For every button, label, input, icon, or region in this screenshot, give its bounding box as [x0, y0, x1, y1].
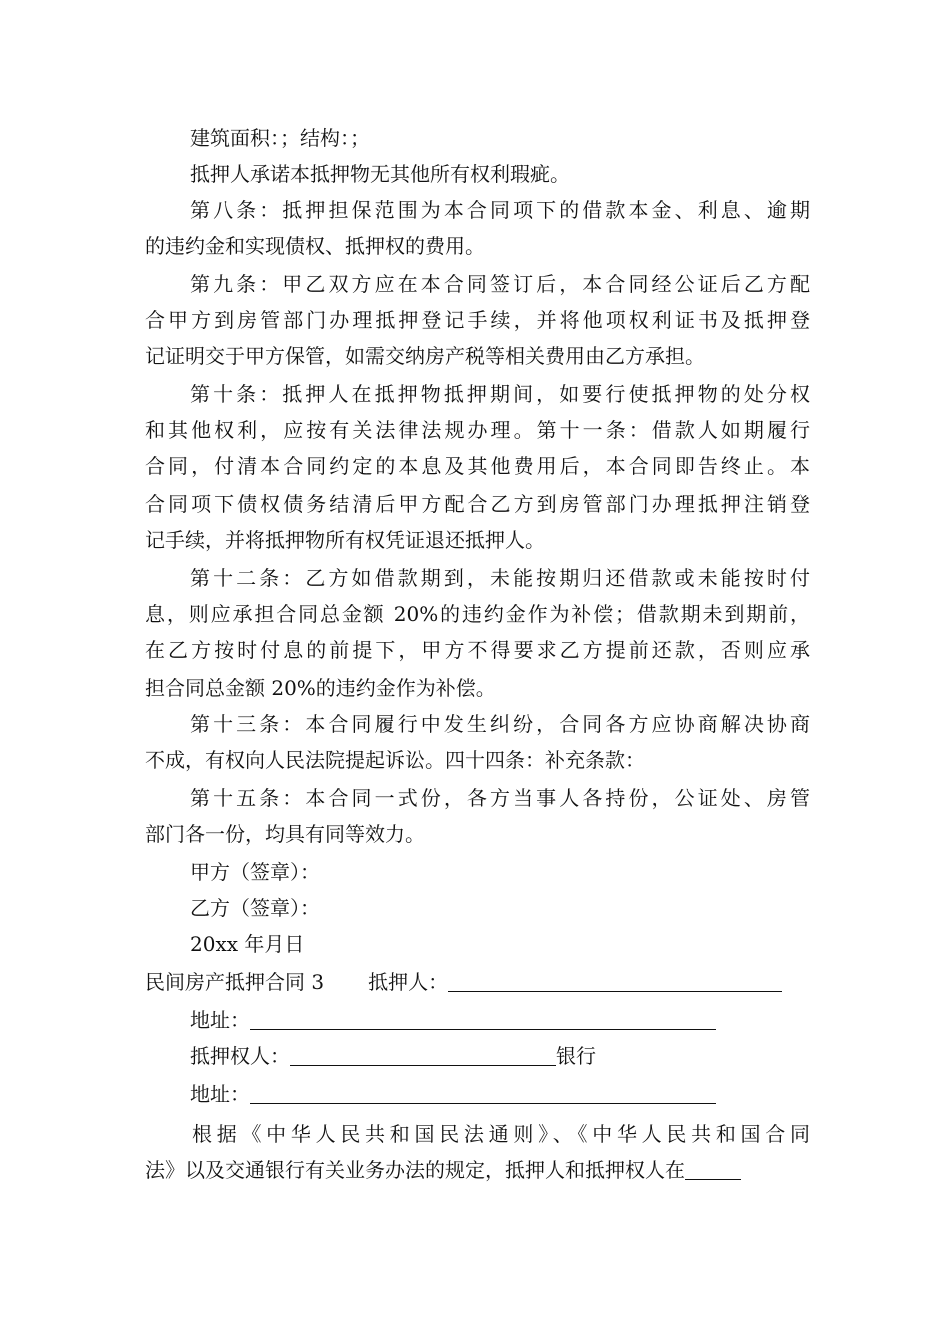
address-2-label: 地址：	[190, 1082, 250, 1106]
text-line: 建筑面积：；结构：；	[190, 126, 370, 150]
article-15-line-2: 部门各一份，均具有同等效力。	[145, 822, 425, 846]
contract-3-header-line	[145, 964, 810, 1000]
bank-label: 银行	[556, 1044, 596, 1068]
party-a-signature: 甲方（签章）：	[190, 860, 320, 884]
party-b-signature: 乙方（签章）：	[190, 896, 320, 920]
article-8-line-1: 第八条：抵押担保范围为本合同项下的借款本金、利息、逾期	[190, 198, 810, 222]
address-2-line	[190, 1076, 810, 1112]
article-9-line-3: 记证明交于甲方保管，如需交纳房产税等相关费用由乙方承担。	[145, 344, 705, 368]
article-11-line-3: 记手续，并将抵押物所有权凭证退还抵押人。	[145, 528, 545, 552]
pledgee-blank[interactable]	[290, 1043, 556, 1066]
pledgor-blank[interactable]	[448, 969, 782, 992]
contract-3-title: 民间房产抵押合同 3	[145, 970, 325, 994]
article-12-line-3: 在乙方按时付息的前提下，甲方不得要求乙方提前还款，否则应承	[145, 638, 810, 662]
text-line: 抵押人承诺本抵押物无其他所有权利瑕疵。	[190, 162, 570, 186]
date-blank[interactable]	[685, 1157, 741, 1180]
pledgor-label: 抵押人：	[368, 970, 449, 994]
article-10-line-2: 和其他权利，应按有关法律法规办理。第十一条：借款人如期履行	[145, 418, 810, 442]
article-12-line-1: 第十二条：乙方如借款期到，未能按期归还借款或未能按时付	[190, 566, 810, 590]
article-11-line-2: 合同项下债权债务结清后甲方配合乙方到房管部门办理抵押注销登	[145, 492, 810, 516]
article-15-line-1: 第十五条：本合同一式份，各方当事人各持份，公证处、房管	[190, 786, 810, 810]
address-1-label: 地址：	[190, 1008, 250, 1032]
article-8-line-2: 的违约金和实现债权、抵押权的费用。	[145, 234, 485, 258]
contract-3-para-text: 法》以及交通银行有关业务办法的规定，抵押人和抵押权人在	[145, 1158, 685, 1182]
contract-3-para-line-1: 根据《中华人民共和国民法通则》、《中华人民共和国合同	[192, 1122, 810, 1146]
address-1-blank[interactable]	[250, 1007, 716, 1030]
date-line: 20xx 年月日	[190, 932, 305, 956]
article-13-line-1: 第十三条：本合同履行中发生纠纷，合同各方应协商解决协商	[190, 712, 810, 736]
pledgee-label: 抵押权人：	[190, 1044, 290, 1068]
article-11-line-1: 合同，付清本合同约定的本息及其他费用后，本合同即告终止。本	[145, 454, 810, 478]
article-9-line-2: 合甲方到房管部门办理抵押登记手续，并将他项权利证书及抵押登	[145, 308, 810, 332]
address-1-line	[190, 1002, 810, 1038]
pledgee-line	[190, 1038, 810, 1074]
article-10-line-1: 第十条：抵押人在抵押物抵押期间，如要行使抵押物的处分权	[190, 382, 810, 406]
contract-3-para-line-2	[145, 1152, 810, 1188]
article-12-line-2: 息，则应承担合同总金额 20%的违约金作为补偿；借款期未到期前，	[145, 602, 810, 626]
address-2-blank[interactable]	[250, 1081, 716, 1104]
article-9-line-1: 第九条：甲乙双方应在本合同签订后，本合同经公证后乙方配	[190, 272, 810, 296]
article-13-line-2: 不成，有权向人民法院提起诉讼。四十四条：补充条款：	[145, 748, 645, 772]
article-12-line-4: 担合同总金额 20%的违约金作为补偿。	[145, 676, 496, 700]
